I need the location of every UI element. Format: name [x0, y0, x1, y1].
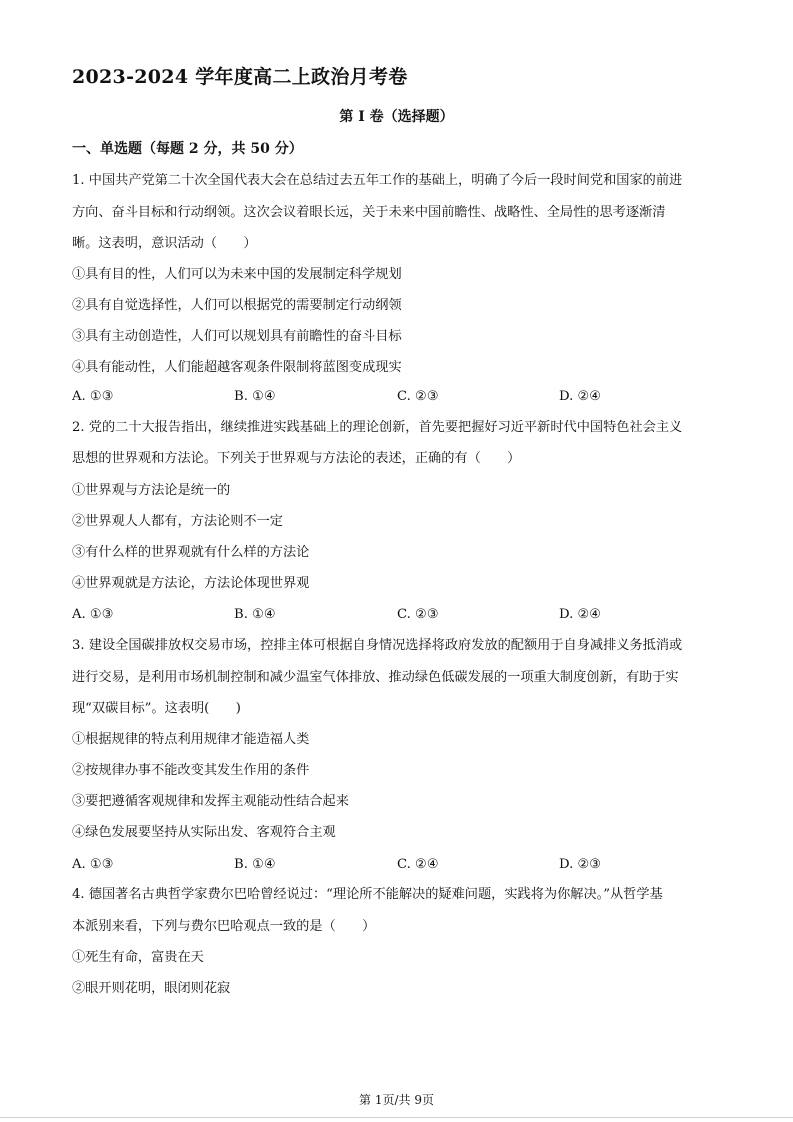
question-2-item-4: ④世界观就是方法论，方法论体现世界观 — [72, 576, 310, 591]
question-1-stem-line-3: 晰。这表明，意识活动（ ） — [72, 236, 257, 251]
question-4-stem-line-1: 4. 德国著名古典哲学家费尔巴哈曾经说过：“理论所不能解决的疑难问题，实践将为你解决。”从哲学基 — [72, 887, 663, 902]
question-1-option-b: B. ①④ — [234, 389, 276, 404]
question-2-item-3: ③有什么样的世界观就有什么样的方法论 — [72, 545, 310, 560]
question-1-option-d: D. ②④ — [559, 389, 602, 404]
question-4-item-2: ②眼开则花明，眼闭则花寂 — [72, 981, 231, 996]
question-4-item-1: ①死生有命，富贵在天 — [72, 950, 204, 965]
question-3-stem-line-2: 进行交易，是利用市场机制控制和减少温室气体排放、推动绿色低碳发展的一项重大制度创新，有助于实 — [72, 670, 679, 685]
question-3-stem-line-1: 3. 建设全国碳排放权交易市场，控排主体可根据自身情况选择将政府发放的配额用于自身减排义务抵消或 — [72, 638, 683, 653]
question-1-stem-line-1: 1. 中国共产党第二十次全国代表大会在总结过去五年工作的基础上，明确了今后一段时间党和国家的前进 — [72, 173, 683, 188]
footer-divider — [0, 1117, 793, 1118]
question-3-item-3: ③要把遵循客观规律和发挥主观能动性结合起来 — [72, 794, 349, 809]
section-title: 一、单选题（每题 2 分，共 50 分） — [72, 141, 303, 157]
question-1-item-4: ④具有能动性，人们能超越客观条件限制将蓝图变成现实 — [72, 360, 402, 375]
question-1-stem-line-2: 方向、奋斗目标和行动纲领。这次会议着眼长远，关于未来中国前瞻性、战略性、全局性的思考逐渐清 — [72, 205, 666, 220]
question-4-stem-line-2: 本派别来看，下列与费尔巴哈观点一致的是（ ） — [72, 919, 376, 934]
question-3-item-4: ④绿色发展要坚持从实际出发、客观符合主观 — [72, 825, 336, 840]
question-3-option-b: B. ①④ — [234, 857, 276, 872]
question-2-item-1: ①世界观与方法论是统一的 — [72, 483, 231, 498]
question-3-option-a: A. ①③ — [72, 857, 114, 872]
question-3-item-1: ①根据规律的特点利用规律才能造福人类 — [72, 732, 310, 747]
question-2-option-d: D. ②④ — [559, 607, 602, 622]
question-3-option-c: C. ②④ — [397, 857, 439, 872]
question-2-item-2: ②世界观人人都有，方法论则不一定 — [72, 514, 283, 529]
question-3-option-d: D. ②③ — [559, 857, 602, 872]
question-2-stem-line-1: 2. 党的二十大报告指出，继续推进实践基础上的理论创新，首先要把握好习近平新时代中国特色社会主义 — [72, 420, 683, 435]
question-1-item-1: ①具有目的性，人们可以为未来中国的发展制定科学规划 — [72, 267, 402, 282]
question-2-option-c: C. ②③ — [397, 607, 439, 622]
question-3-item-2: ②按规律办事不能改变其发生作用的条件 — [72, 763, 310, 778]
question-2-stem-line-2: 思想的世界观和方法论。下列关于世界观与方法论的表述，正确的有（ ） — [72, 451, 521, 466]
question-1-item-3: ③具有主动创造性，人们可以规划具有前瞻性的奋斗目标 — [72, 329, 402, 344]
question-1-option-a: A. ①③ — [72, 389, 114, 404]
question-1-item-2: ②具有自觉选择性，人们可以根据党的需要制定行动纲领 — [72, 298, 402, 313]
question-3-stem-line-3: 现“双碳目标”。这表明( ) — [72, 701, 241, 716]
question-2-option-b: B. ①④ — [234, 607, 276, 622]
part-title: 第 I 卷（选择题） — [339, 109, 454, 125]
page-footer: 第 1页/共 9页 — [359, 1093, 434, 1107]
exam-title: 2023-2024 学年度高二上政治月考卷 — [72, 66, 408, 88]
question-1-option-c: C. ②③ — [397, 389, 439, 404]
question-2-option-a: A. ①③ — [72, 607, 114, 622]
